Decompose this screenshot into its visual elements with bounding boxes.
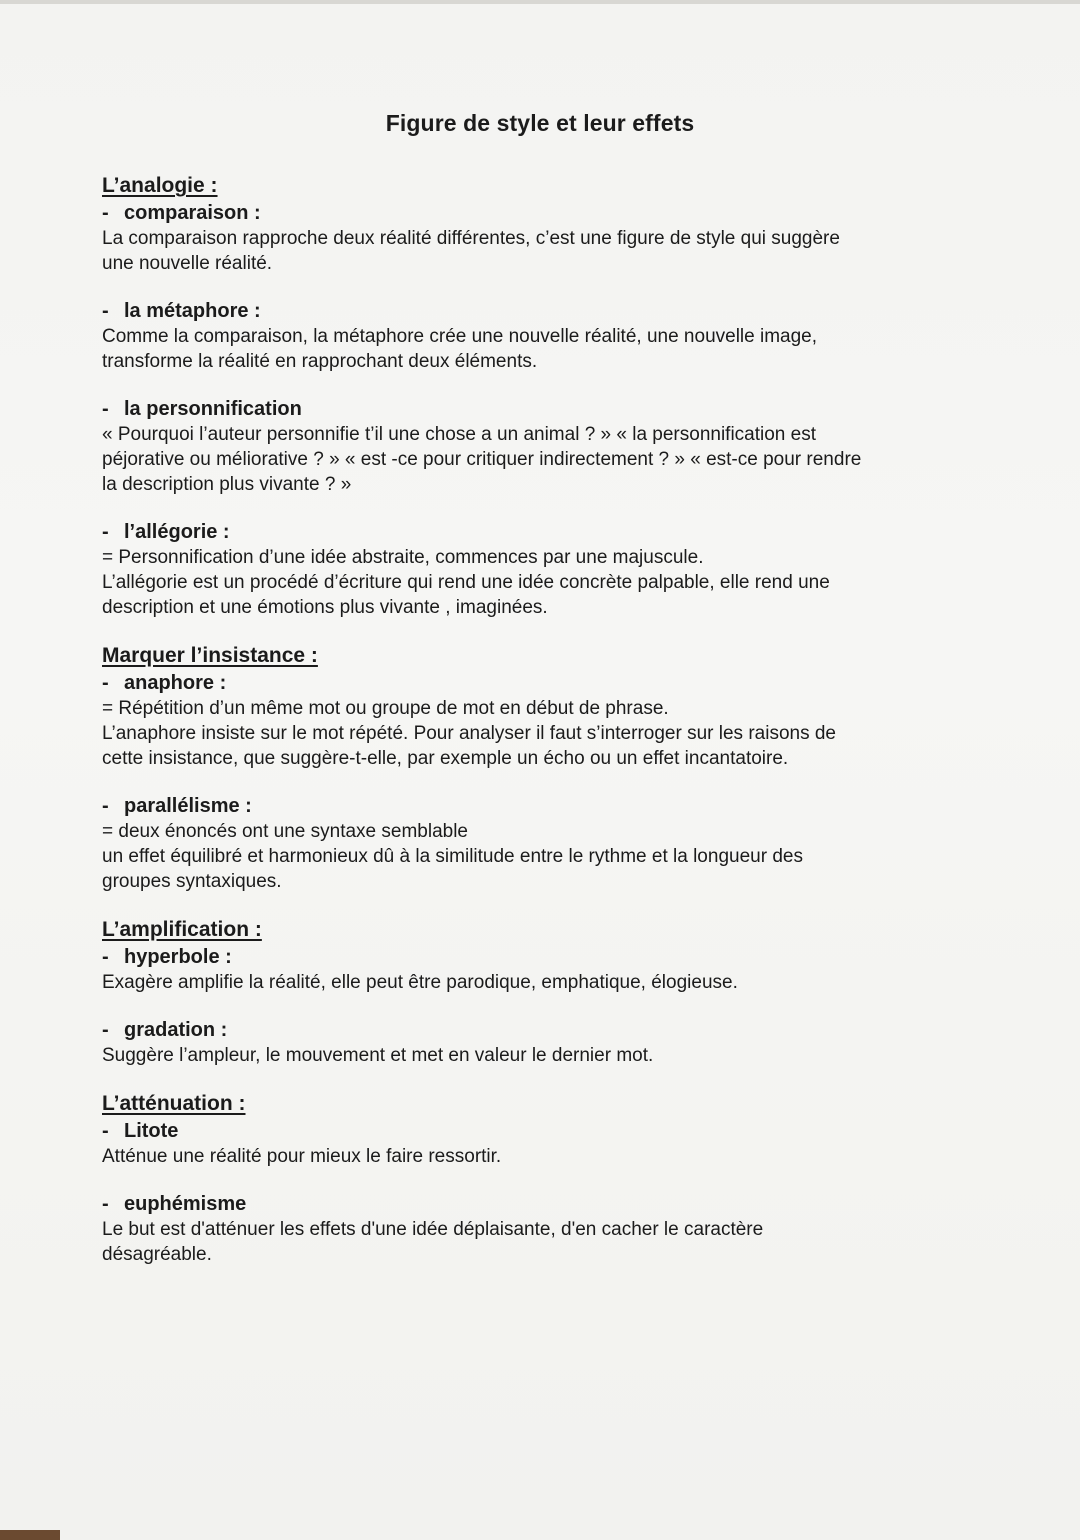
section-attenuation [102,1090,982,1267]
figure-allegorie [102,519,982,620]
bullet-dash: - [102,795,109,817]
figure-description: Suggère l’ampleur, le mouvement et met en valeur le dernier mot. [102,1045,654,1066]
section-amplification [102,916,982,1068]
figure-name: gradation : [124,1019,228,1041]
figure-name: Litote [124,1120,179,1142]
figure-hyperbole [102,944,982,995]
figure-name: l’allégorie : [124,521,230,543]
figure-description: Le but est d'atténuer les effets d'une idée déplaisante, d'en cacher le caractère désagréable. [102,1219,764,1265]
figure-description: Atténue une réalité pour mieux le faire ressortir. [102,1146,502,1167]
figure-description: Comme la comparaison, la métaphore crée une nouvelle réalité, une nouvelle image, transforme la réalité en rapprochant deux éléments. [102,326,818,372]
page-title: Figure de style et leur effets [385,110,695,136]
section-heading: L’amplification : [102,918,262,941]
figure-euphemisme [102,1191,982,1267]
bullet-dash: - [102,398,109,420]
figure-name: parallélisme : [124,795,252,817]
figure-metaphore [102,298,982,374]
figure-description: Exagère amplifie la réalité, elle peut être parodique, emphatique, élogieuse. [102,972,738,993]
bullet-dash: - [102,202,109,224]
bullet-dash: - [102,672,109,694]
section-heading: L’analogie : [102,174,218,197]
figure-litote [102,1118,982,1169]
figure-name: la métaphore : [124,300,261,322]
figure-description: « Pourquoi l’auteur personnifie t’il une chose a un animal ? » « la personnification est péjorative ou méliorative ? » « est -ce pour critiquer indirectement ? » « est-ce pour rendre la description plus vivante ? » [102,424,862,495]
figure-name: anaphore : [124,672,227,694]
figure-gradation [102,1017,982,1068]
figure-personnification [102,396,982,497]
figure-description: = Personnification d’une idée abstraite, commences par une majuscule. L’allégorie est un procédé d’écriture qui rend une idée concrète palpable, elle rend une description et une émotions plus vivante , imaginées. [102,547,830,618]
bullet-dash: - [102,946,109,968]
section-analogie [102,172,982,620]
section-insistance [102,642,982,894]
section-heading: L’atténuation : [102,1092,246,1115]
figure-comparaison [102,200,982,276]
figure-description: = deux énoncés ont une syntaxe semblable un effet équilibré et harmonieux dû à la similitude entre le rythme et la longueur des groupes syntaxiques. [102,821,803,892]
figure-description: La comparaison rapproche deux réalité différentes, c’est une figure de style qui suggère une nouvelle réalité. [102,228,840,274]
section-heading: Marquer l’insistance : [102,644,318,667]
bullet-dash: - [102,521,109,543]
figure-anaphore [102,670,982,771]
figure-name: euphémisme [124,1193,247,1215]
bullet-dash: - [102,1193,109,1215]
bullet-dash: - [102,1120,109,1142]
figure-description: = Répétition d’un même mot ou groupe de mot en début de phrase. L’anaphore insiste sur le mot répété. Pour analyser il faut s’interroger sur les raisons de cette insistance, que suggère-t-elle, par exemple un écho ou un effet incantatoire. [102,698,836,769]
bullet-dash: - [102,300,109,322]
document-body [102,172,982,1289]
page-top-edge [0,0,1080,4]
bullet-dash: - [102,1019,109,1041]
figure-name: la personnification [124,398,302,420]
page-bottom-corner [0,1530,60,1540]
figure-name: hyperbole : [124,946,232,968]
figure-name: comparaison : [124,202,261,224]
figure-parallelisme [102,793,982,894]
